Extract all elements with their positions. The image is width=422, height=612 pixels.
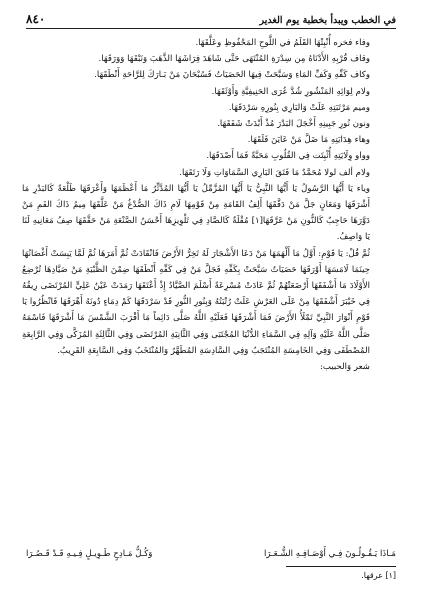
paragraph: ولام لِوَائِهِ المَنْشُورِ شُدَّ عُرَى الحَنِيفِيَّةِ وَأَوْثَقَهَا. xyxy=(211,86,370,97)
poem-intro: شعر وَالحبيب: xyxy=(319,362,370,373)
paragraph: وقاف قُرْبِهِ الأَدْنَاهُ مِن سِدْرَةِ المُنْتَهَى حَتَّى شَاهَدَ فِرَاشَهَا الذَّهَبَ وَنَبْقَهَا وَوَرَقَهَا. xyxy=(98,54,370,65)
page-number: ٨٤٠ xyxy=(26,12,46,26)
footnote: [١] عرقها. xyxy=(361,571,396,580)
paragraph: ولام ألف لولا مُحَمَّدٌ مَا فَتَقَ البَارِي السَّمَاوَاتِ وَلَا رَتَقَهَا. xyxy=(179,167,370,178)
paragraph: وواو وِلَايَتِهِ أُثْبِتَت فِي القُلُوبِ مَحَبَّةً فَمَا أَصْدَقَهَا. xyxy=(206,151,370,162)
footnote-rule xyxy=(286,566,396,567)
text-body xyxy=(22,35,398,375)
page-header xyxy=(26,6,396,26)
poem-verse xyxy=(26,549,396,559)
paragraph: وكاف كَفِّهِ وَكَفِّ المَاءِ وَسَبَّحَتْ فِيهَا الحَصَيَاتُ فَسُبْحَانَ مَنْ بَـارَكَ لِلرَّاحَةِ أَنْطَقَهَا. xyxy=(94,70,370,81)
paragraph: وفاء فخره أُنْبِتْهَا القَلَمُ في اللَّوحِ المَحْفُوظِ وعَلَّقَهَا. xyxy=(195,38,370,48)
paragraph: وهاء هِدَايَتِهِ مَا ضَلَّ مَنْ عَايَنَ فَلَقَهَا. xyxy=(247,135,370,146)
running-title: في الخطب ويبدأ بخطبة يوم الغدير xyxy=(259,15,396,26)
paragraph: ثُمَّ قُلْ: يَا قَوْمِ: أَوَّلُ مَا أَلْهَمَهَا مَنْ دَعَا الأَشْجَارَ لَهُ تَخِرُّ الأَرْضَ فَانْقَادَتْ ثُمَّ أَمَرَهَا ثُمَّ لَمَّا يَبِسَتْ أَغْصَانُهَا حِينَمَا لَامَسَهَا أَوْرَقَهَا حَصَيَاتٌ سَبَّحَتْ بِكَفِّهِ فَجَلَّ مَنْ فِي كَفِّهِ أَنْطَقَهَا ضِمْنَ الظَّبْيَةِ مَنْ صَيَّادِهَا تُرْضِعُ الأَوْلَادَ مَا أَشْفَقَهَا أَرْضَعَتْهُمْ ثُمَّ عَادَتْ مُسْرِعَةً أَسْلَمَ الصَّيَّادُ إِذْ أَعْتَقَهَا رَمَدَتْ عَيْنُ عَلِيٍّ المُرْتَضَى رِيقُهُ فِي خَيْبَرَ أَشْفَقَهَا مِنْ عَلَى العَرْشِ عَلَتْ رُتْبَتُهُ وَبِنُورِ النُّورِ قَدْ سَرْدَقَهَا كَمْ دِمَاءٍ دُونَهُ أَهْرَقَهَا فَانْظُرُوا يَا قَوْمِ أَنْوَارَ النَّبِيِّ تَمْلَأُ الأَرْضَ فَمَا أَشْرَقَهَا فَعَلَيْهِ اللَّهُ صَلَّى دَائِماً مَا أَقْرَبَ الشَّمْسَ مَا أَشْرَقَهَا فَاسْمَهُ صَلَّى اللَّهُ عَلَيْهِ وَآلِهِ فِي السَّمَاءِ الدُّنْيَا المُجْتَبَى وَفِي الثَّانِيَةِ المُرْتَضَى وَفِي الثَّالِثَةِ المُزَكَّى وَفِي الرَّابِعَةِ المُصْطَفَى وَفِي الخَامِسَةِ المُنْتَجَبُ وَفِي السَّادِسَةِ المُطَهَّرُ وَالمُنْتَخَبُ وَفِي السَّابِعَةِ القَرِيبُ. xyxy=(22,248,370,356)
paragraph: وياء يَا أَيُّهَا الرَّسُولُ يَا أَيُّهَا النَّبِيُّ يَا أَيُّهَا المُزَّمِّلُ يَا أَيُّهَا المُدَّثِّرُ مَا أَعْظَمَهَا وَأَعْرَقَهَا طَلْعَةً كَالبَدْرِ مَا أَشْرَقَهَا وَمَعَانٍ جَلَّ مَنْ دَقَّقَهَا أَلِفُ القَامَةِ مِنْ قَوْمِهَا لَامِ ذَاكَ الصُّدْغُ مَنْ عَلَّقَهَا مِيمُ ذَاكَ الفَمِ مَنْ دَوَّرَهَا حَاجِبٌ كَالنُّونِ مَنْ عَرَّقَهَا[١] مُقْلَةٌ كَالصَّادِ فِي تَلْوِيزِهَا أَحْسَنُ الصَّنْعَةِ مَنْ حَقَّقَهَا صِفُ مَعَانِيهِ لَنَا يَا وَاصِفُ. xyxy=(22,183,370,243)
header-rule xyxy=(26,28,396,29)
paragraph: وميم مَرْتَبَتِهِ عَلَتْ وَالبَارِي بِنُورِهِ سَرْدَقَهَا. xyxy=(228,102,370,113)
poem-hemistich-first: مَـاذَا يَـقُـولُـونَ فِـي أَوْصَـافِـهِ الشُّـعَـرَا xyxy=(264,549,396,559)
poem-hemistich-second: وَكُـلُّ مَـادِحٍ طَـوِيـلٍ فِـيـهِ قَـدْ قَـصُـرَا xyxy=(26,549,153,559)
paragraph: ونون نُورِ جَبِينِهِ أَخْجَلَ البَدْرَ مُذْ أَبْدَتْ شَفَقَهَا. xyxy=(217,119,370,130)
